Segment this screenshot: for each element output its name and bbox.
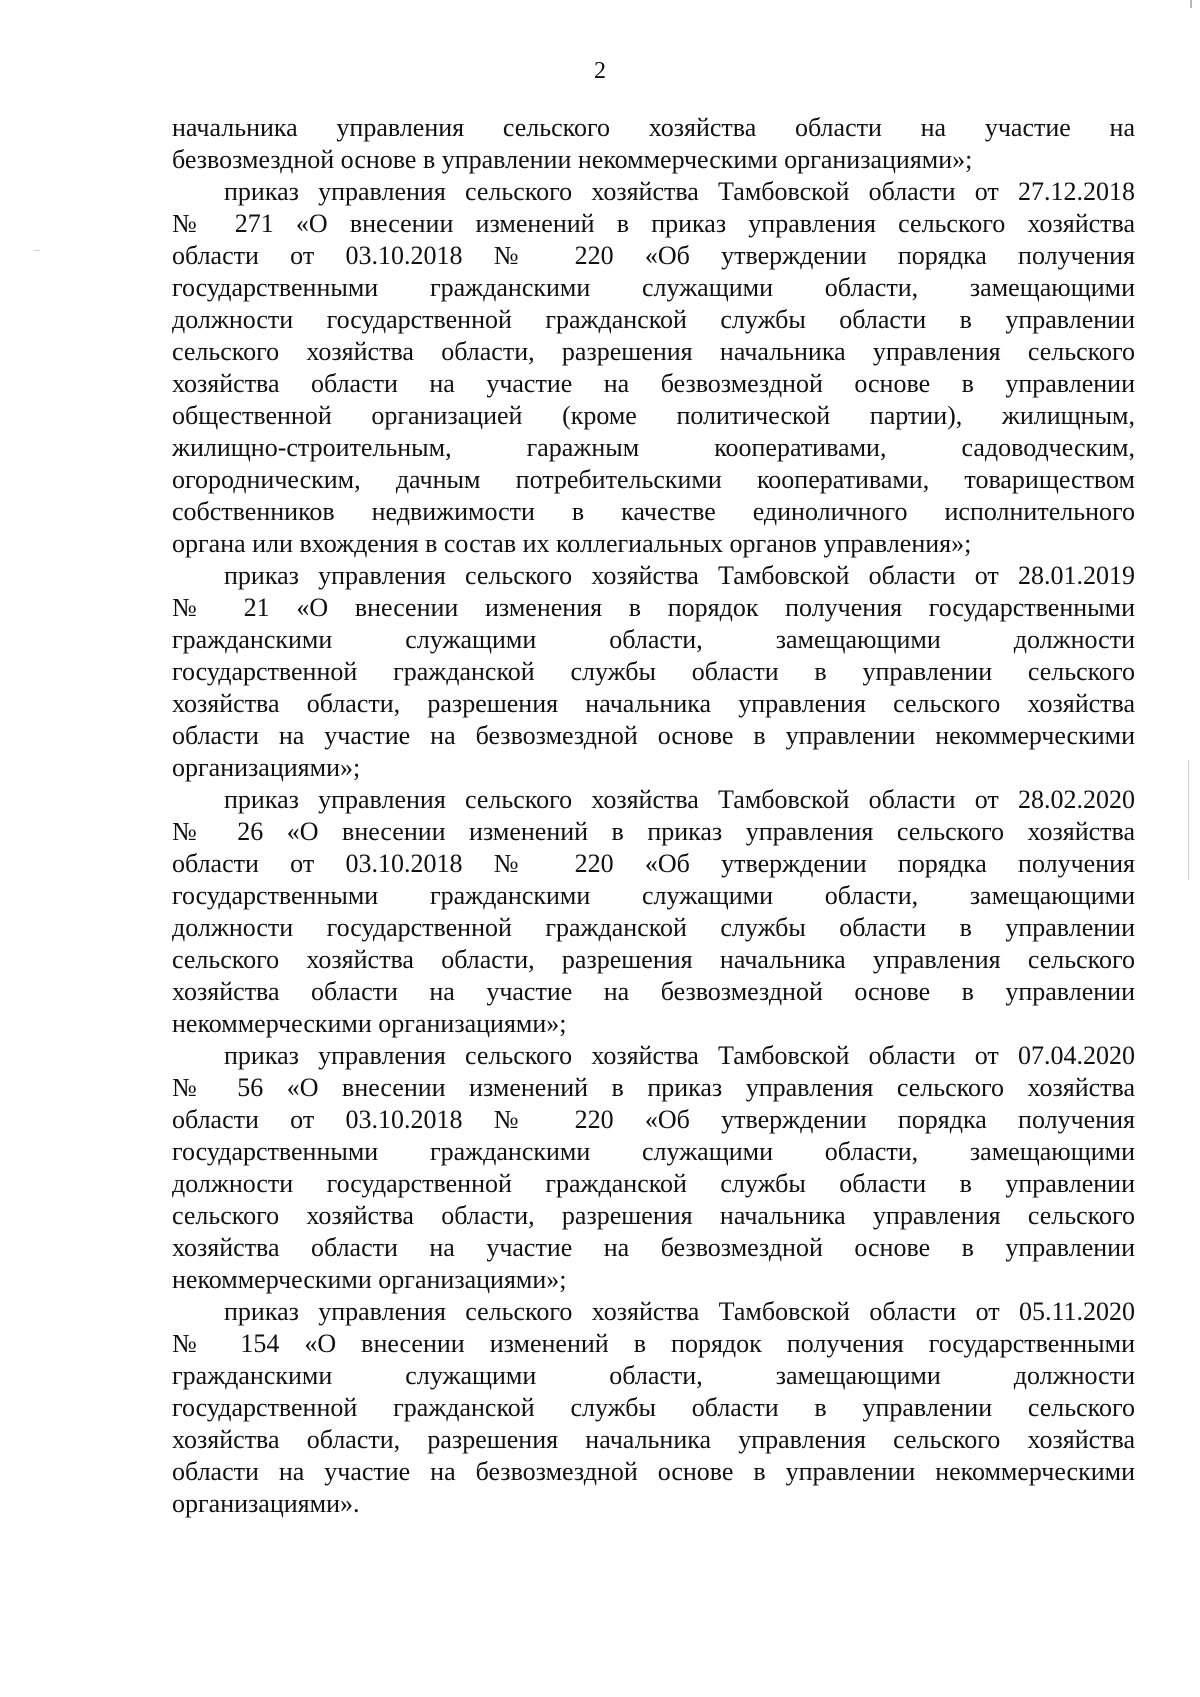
text-line: должности государственной гражданской службы области в управлении xyxy=(172,305,1135,334)
text-line: № 271 «О внесении изменений в приказ управления сельского хозяйства xyxy=(172,209,1135,238)
text-line: № 56 «О внесении изменений в приказ управления сельского хозяйства xyxy=(172,1073,1135,1102)
text-line: организациями». xyxy=(172,1489,360,1518)
text-line: некоммерческими организациями»; xyxy=(172,1265,567,1294)
text-line: хозяйства области на участие на безвозмездной основе в управлении xyxy=(172,369,1135,398)
text-line: организациями»; xyxy=(172,753,361,782)
text-line: огородническим, дачным потребительскими кооперативами, товариществом xyxy=(172,465,1135,494)
scan-artifact-left-margin xyxy=(34,250,40,251)
text-line: № 26 «О внесении изменений в приказ управления сельского хозяйства xyxy=(172,817,1135,846)
text-line: области от 03.10.2018 № 220 «Об утверждении порядка получения xyxy=(172,241,1135,270)
text-line: хозяйства области на участие на безвозмездной основе в управлении xyxy=(172,1233,1135,1262)
text-line: сельского хозяйства области, разрешения начальника управления сельского xyxy=(172,1201,1135,1230)
text-line: области на участие на безвозмездной основе в управлении некоммерческими xyxy=(172,1457,1135,1486)
text-line: общественной организацией (кроме политической партии), жилищным, xyxy=(172,401,1135,430)
text-line: № 154 «О внесении изменений в порядок получения государственными xyxy=(172,1329,1135,1358)
text-line: области на участие на безвозмездной основе в управлении некоммерческими xyxy=(172,721,1135,750)
paragraph xyxy=(172,112,1135,176)
page-number: 2 xyxy=(594,58,606,84)
text-line: приказ управления сельского хозяйства Тамбовской области от 07.04.2020 xyxy=(224,1041,1135,1070)
text-line: сельского хозяйства области, разрешения начальника управления сельского xyxy=(172,337,1135,366)
text-line: гражданскими служащими области, замещающими должности xyxy=(172,1361,1135,1390)
document-body xyxy=(172,112,1135,1520)
text-line: приказ управления сельского хозяйства Тамбовской области от 28.01.2019 xyxy=(224,561,1135,590)
text-line: приказ управления сельского хозяйства Тамбовской области от 05.11.2020 xyxy=(224,1297,1135,1326)
text-line: хозяйства области, разрешения начальника управления сельского хозяйства xyxy=(172,1425,1135,1454)
text-line: области от 03.10.2018 № 220 «Об утверждении порядка получения xyxy=(172,1105,1135,1134)
text-line: № 21 «О внесении изменения в порядок получения государственными xyxy=(172,593,1135,622)
paragraph xyxy=(172,1296,1135,1520)
text-line: должности государственной гражданской службы области в управлении xyxy=(172,1169,1135,1198)
scan-artifact-right-edge xyxy=(1190,0,1192,8)
text-line: гражданскими служащими области, замещающими должности xyxy=(172,625,1135,654)
text-line: области от 03.10.2018 № 220 «Об утверждении порядка получения xyxy=(172,849,1135,878)
paragraph xyxy=(172,560,1135,784)
text-line: хозяйства области, разрешения начальника управления сельского хозяйства xyxy=(172,689,1135,718)
text-line: жилищно-строительным, гаражным кооперативами, садоводческим, xyxy=(172,433,1135,462)
paragraph xyxy=(172,176,1135,560)
text-line: собственников недвижимости в качестве единоличного исполнительного xyxy=(172,497,1135,526)
text-line: некоммерческими организациями»; xyxy=(172,1009,567,1038)
text-line: государственной гражданской службы области в управлении сельского xyxy=(172,657,1135,686)
paragraph xyxy=(172,1040,1135,1296)
text-line: приказ управления сельского хозяйства Тамбовской области от 28.02.2020 xyxy=(224,785,1135,814)
text-line: сельского хозяйства области, разрешения начальника управления сельского xyxy=(172,945,1135,974)
text-line: начальника управления сельского хозяйства области на участие на xyxy=(172,113,1135,142)
text-line: безвозмездной основе в управлении некоммерческими организациями»; xyxy=(172,145,973,174)
text-line: государственной гражданской службы области в управлении сельского xyxy=(172,1393,1135,1422)
text-line: должности государственной гражданской службы области в управлении xyxy=(172,913,1135,942)
scan-artifact-right-margin xyxy=(1188,760,1189,880)
text-line: государственными гражданскими служащими области, замещающими xyxy=(172,273,1135,302)
text-line: государственными гражданскими служащими области, замещающими xyxy=(172,1137,1135,1166)
text-line: приказ управления сельского хозяйства Тамбовской области от 27.12.2018 xyxy=(224,177,1135,206)
text-line: хозяйства области на участие на безвозмездной основе в управлении xyxy=(172,977,1135,1006)
text-line: государственными гражданскими служащими области, замещающими xyxy=(172,881,1135,910)
text-line: органа или вхождения в состав их коллегиальных органов управления»; xyxy=(172,529,972,558)
paragraph xyxy=(172,784,1135,1040)
